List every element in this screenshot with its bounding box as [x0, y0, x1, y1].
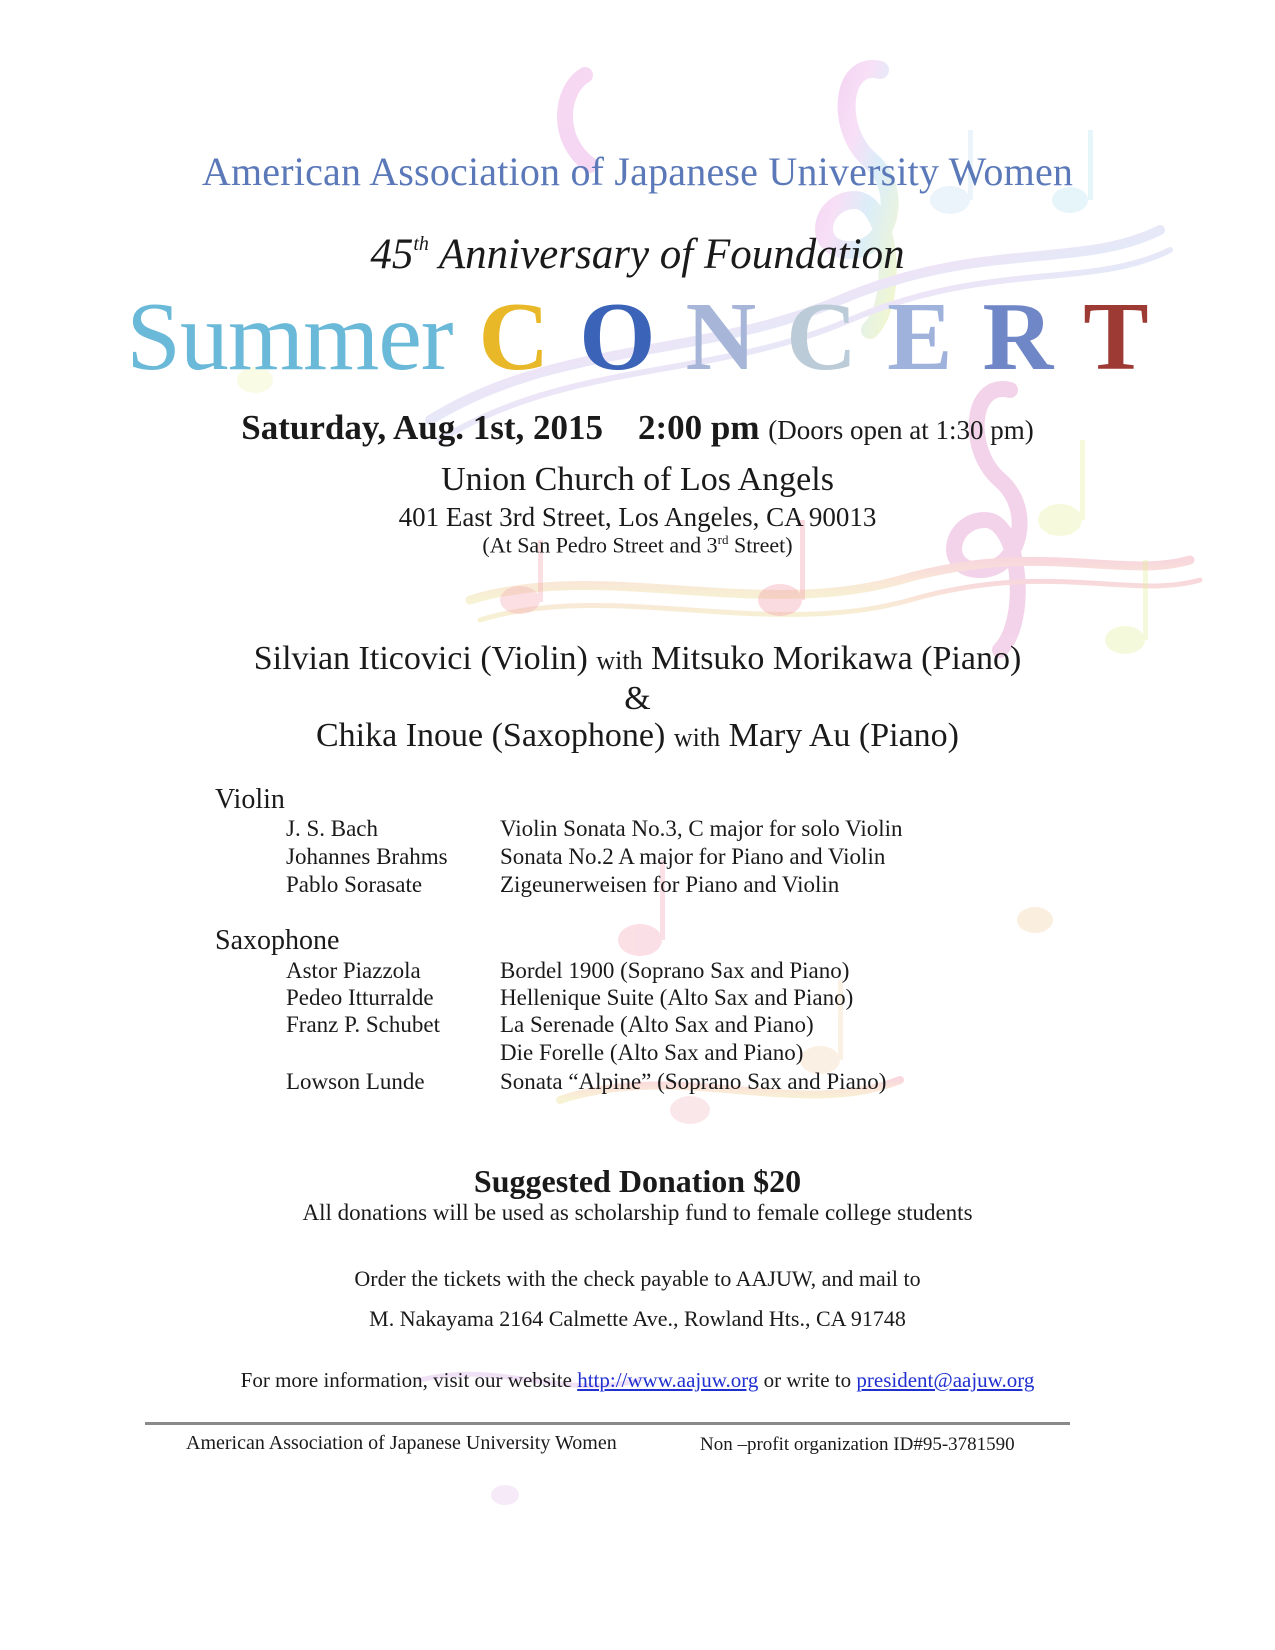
program-piece: Bordel 1900 (Soprano Sax and Piano): [500, 958, 850, 983]
donation-note: All donations will be used as scholarship fund to female college students: [302, 1200, 973, 1225]
email-link[interactable]: president@aajuw.org: [856, 1368, 1035, 1392]
event-time: 2:00 pm: [638, 408, 760, 447]
headline-letter: N: [685, 283, 757, 391]
event-address: 401 East 3rd Street, Los Angeles, CA 90013: [398, 502, 877, 532]
headline-summer: Summer: [126, 283, 453, 391]
anniversary-text: Anniversary of Foundation: [438, 231, 905, 278]
performer-with: with: [673, 723, 721, 752]
program-section-saxophone: Saxophone: [215, 925, 340, 956]
program-piece: Hellenique Suite (Alto Sax and Piano): [500, 985, 854, 1010]
anniversary-heading: [0, 230, 1275, 279]
event-venue: Union Church of Los Angels: [441, 461, 834, 498]
cross-prefix: (At San Pedro Street and 3: [482, 532, 718, 558]
performer-ampersand: &: [624, 680, 651, 717]
program-composer: Pedeo Itturralde: [286, 985, 434, 1010]
mailing-address: M. Nakayama 2164 Calmette Ave., Rowland Hts., CA 91748: [369, 1306, 906, 1331]
program-piece: Die Forelle (Alto Sax and Piano): [500, 1040, 804, 1065]
performer-line-1: [0, 640, 1275, 678]
more-info: [0, 1368, 1275, 1393]
program-composer: Lowson Lunde: [286, 1069, 425, 1094]
program-piece: Zigeunerweisen for Piano and Violin: [500, 872, 840, 897]
performer-piano-2: Mary Au (Piano): [728, 717, 960, 754]
program-piece: Violin Sonata No.3, C major for solo Violin: [500, 816, 903, 841]
summer-concert-headline: [0, 282, 1275, 392]
anniversary-suffix: th: [413, 233, 429, 255]
headline-letter: C: [786, 283, 858, 391]
headline-concert: [478, 283, 1148, 391]
program-piece: Sonata “Alpine” (Soprano Sax and Piano): [500, 1069, 887, 1094]
performer-saxophone: Chika Inoue (Saxophone): [315, 717, 666, 754]
cross-suffix: Street): [728, 532, 793, 558]
headline-letter: C: [478, 283, 550, 391]
headline-letter: T: [1083, 283, 1149, 391]
program-piece: La Serenade (Alto Sax and Piano): [500, 1012, 814, 1037]
organization-title: American Association of Japanese University Women: [201, 149, 1074, 194]
event-date: Saturday, Aug. 1st, 2015: [241, 408, 603, 447]
headline-letter: R: [982, 283, 1054, 391]
program-composer: J. S. Bach: [286, 816, 378, 841]
footer-divider: [145, 1422, 1070, 1425]
performer-violin: Silvian Iticovici (Violin): [253, 640, 588, 677]
program-section-violin: Violin: [215, 784, 285, 815]
website-link[interactable]: http://www.aajuw.org: [577, 1368, 759, 1392]
headline-letter: O: [579, 283, 656, 391]
performer-line-2: [0, 717, 1275, 755]
program-composer: Franz P. Schubet: [286, 1012, 440, 1037]
program-composer: Pablo Sorasate: [286, 872, 423, 897]
headline-letter: E: [887, 283, 953, 391]
footer-nonprofit-id: Non –profit organization ID#95-3781590: [700, 1434, 1015, 1455]
program-composer: Astor Piazzola: [286, 958, 421, 983]
anniversary-number: 45: [370, 231, 414, 278]
performer-piano-1: Mitsuko Morikawa (Piano): [651, 640, 1022, 677]
program-piece: Sonata No.2 A major for Piano and Violin: [500, 844, 886, 869]
event-cross-streets: [0, 532, 1275, 558]
order-instructions: Order the tickets with the check payable to AAJUW, and mail to: [354, 1266, 921, 1291]
footer-organization: American Association of Japanese University Women: [186, 1432, 617, 1454]
event-doors: (Doors open at 1:30 pm): [768, 415, 1034, 445]
program-composer: Johannes Brahms: [286, 844, 448, 869]
info-prefix: For more information, visit our website: [240, 1368, 578, 1392]
event-datetime: [0, 408, 1275, 448]
cross-sup: rd: [717, 532, 729, 547]
info-middle: or write to: [758, 1368, 857, 1392]
donation-title: Suggested Donation $20: [473, 1163, 802, 1199]
performer-with: with: [596, 646, 643, 675]
